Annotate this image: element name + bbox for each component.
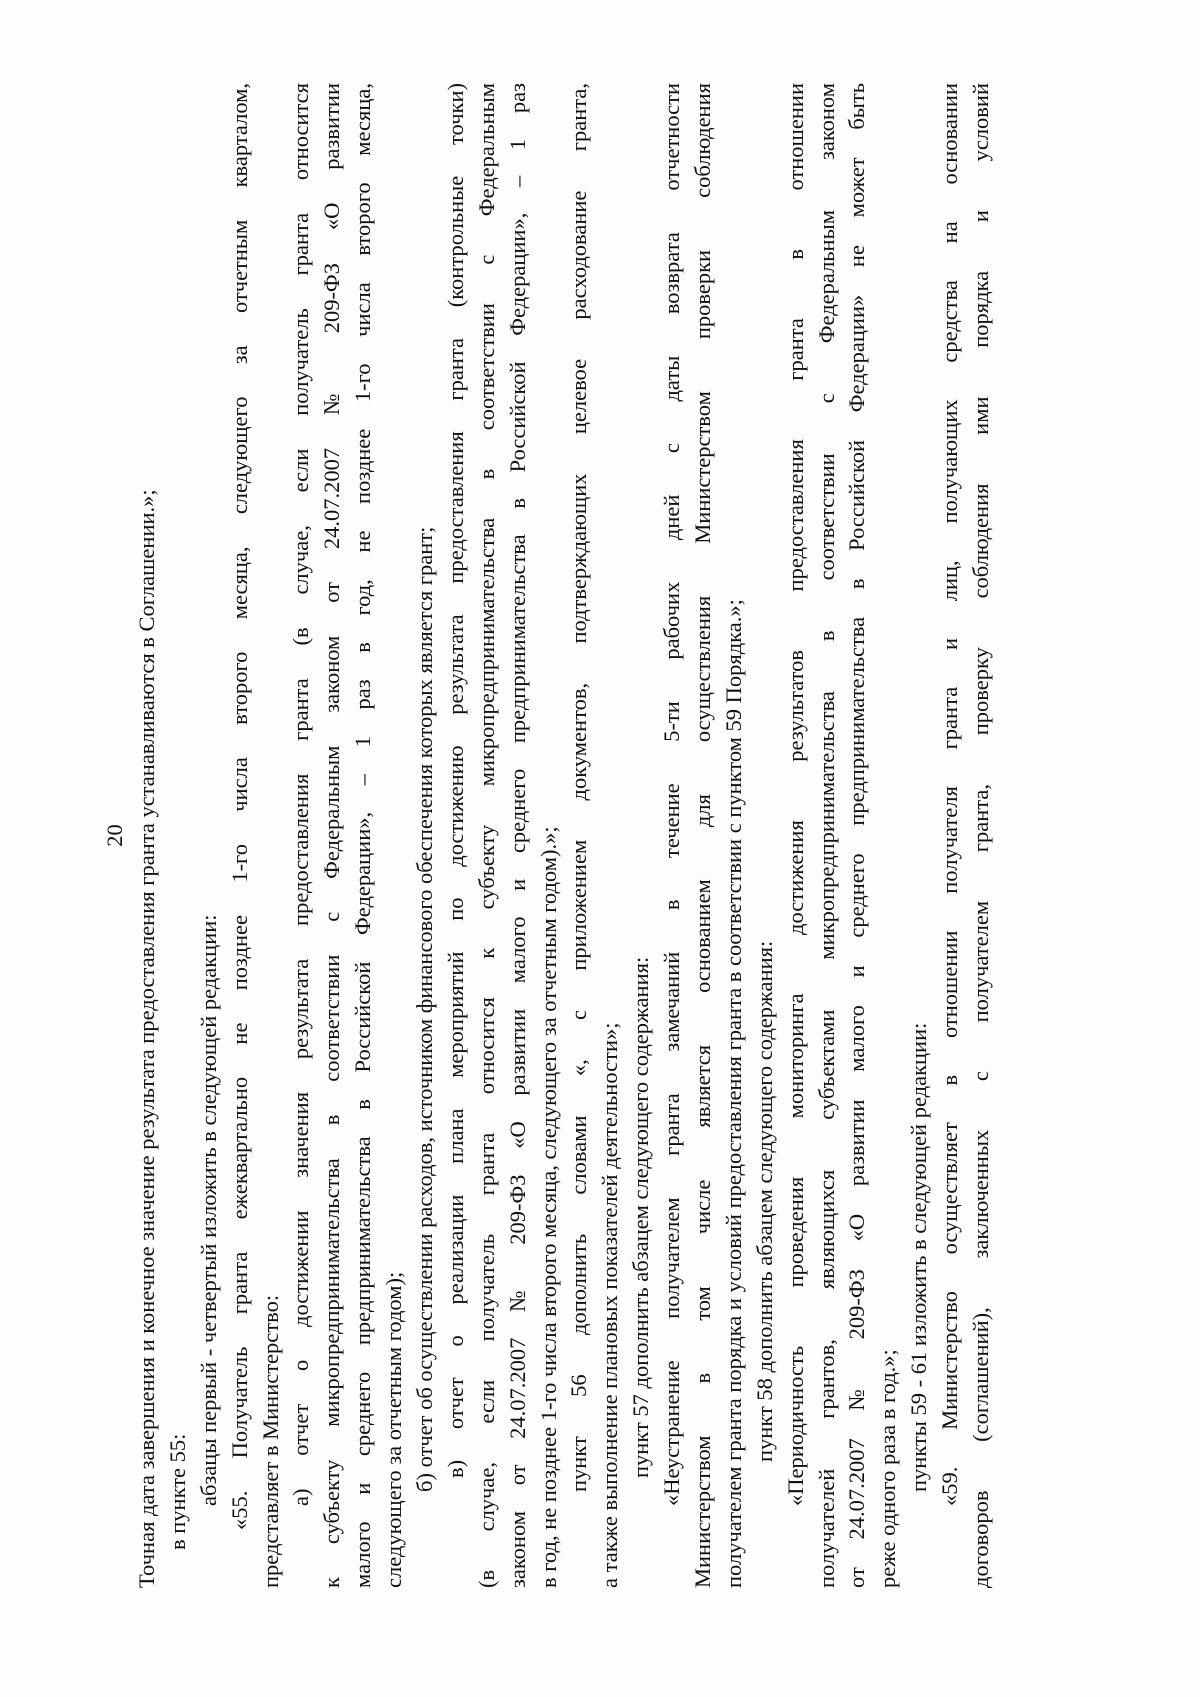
text-line: представляет в Министерство:: [257, 1294, 283, 1588]
text-line: получателем гранта порядка и условий предоставления гранта в соответствии с пунктом 59 Порядка.»;: [720, 599, 746, 1588]
text-line: следующего за отчетным годом);: [381, 1271, 407, 1588]
text-line: а также выполнение плановых показателей деятельности»;: [597, 1022, 623, 1588]
text-line: «55. Получатель гранта ежеквартально не позднее 1-го числа второго месяца, следующего за отчетным кварталом,: [226, 83, 252, 1530]
text-line: «Периодичность проведения мониторинга достижения результатов предоставления гранта в отношении: [782, 83, 808, 1506]
text-line: получателей грантов, являющихся субъектами микропредпринимательства в соответствии с Федеральным законом: [813, 83, 839, 1588]
text-line: в) отчет о реализации плана мероприятий по достижению результата предоставления гранта (контрольные точки): [442, 83, 468, 1478]
body-text: [132, 83, 997, 1588]
rotated-text-frame: [102, 83, 1102, 1588]
text-line: в пункте 55:: [164, 1433, 190, 1550]
text-line: в год, не позднее 1-го числа второго месяца, следующего за отчетным годом).»;: [535, 826, 561, 1588]
text-line: Министерством в том числе является основанием для осуществления Министерством проверки соблюдения: [690, 83, 716, 1588]
text-line: Точная дата завершения и конечное значение результата предоставления гранта устанавливаются в Соглашении.»;: [134, 489, 159, 1588]
text-line: к субъекту микропредпринимательства в соответствии с Федеральным законом от 24.07.2007 № 209-ФЗ «О развитии: [319, 83, 345, 1588]
text-line: пункт 58 дополнить абзацем следующего содержания:: [751, 940, 777, 1462]
text-line: «Неустранение получателем гранта замечаний в течение 5-ти рабочих дней с даты возврата отчетности: [659, 83, 685, 1506]
text-line: пункт 56 дополнить словами «, с приложением документов, подтверждающих целевое расходование гранта,: [566, 83, 592, 1492]
text-line: «59. Министерство осуществляет в отношении получателя гранта и лиц, получающих средства на основании: [937, 83, 963, 1506]
text-line: малого и среднего предпринимательства в Российской Федерации», – 1 раз в год, не позднее 1-го числа второго месяца,: [350, 83, 376, 1588]
text-line: договоров (соглашений), заключенных с получателем гранта, проверку соблюдения ими порядка и условий: [968, 83, 994, 1588]
text-line: пункт 57 дополнить абзацем следующего содержания:: [628, 956, 654, 1478]
text-line: от 24.07.2007 № 209-ФЗ «О развитии малого и среднего предпринимательства в Российской Федерации» не может быть: [844, 83, 870, 1588]
text-line: абзацы первый - четвертый изложить в следующей редакции:: [195, 914, 221, 1506]
text-line: пункты 59 - 61 изложить в следующей редакции:: [906, 1022, 932, 1492]
page-number: 20: [102, 824, 127, 847]
text-line: а) отчет о достижении значения результата предоставления гранта (в случае, если получатель гранта относится: [288, 83, 314, 1506]
text-line: б) отчет об осуществлении расходов, источником финансового обеспечения которых является грант;: [412, 526, 438, 1492]
text-line: (в случае, если получатель гранта относится к субъекту микропредпринимательства в соответствии с Федеральным: [473, 83, 499, 1588]
text-line: реже одного раза в год.»;: [875, 1349, 901, 1588]
text-line: законом от 24.07.2007 № 209-ФЗ «О развитии малого и среднего предпринимательства в Российской Федерации», – 1 раз: [504, 83, 530, 1588]
